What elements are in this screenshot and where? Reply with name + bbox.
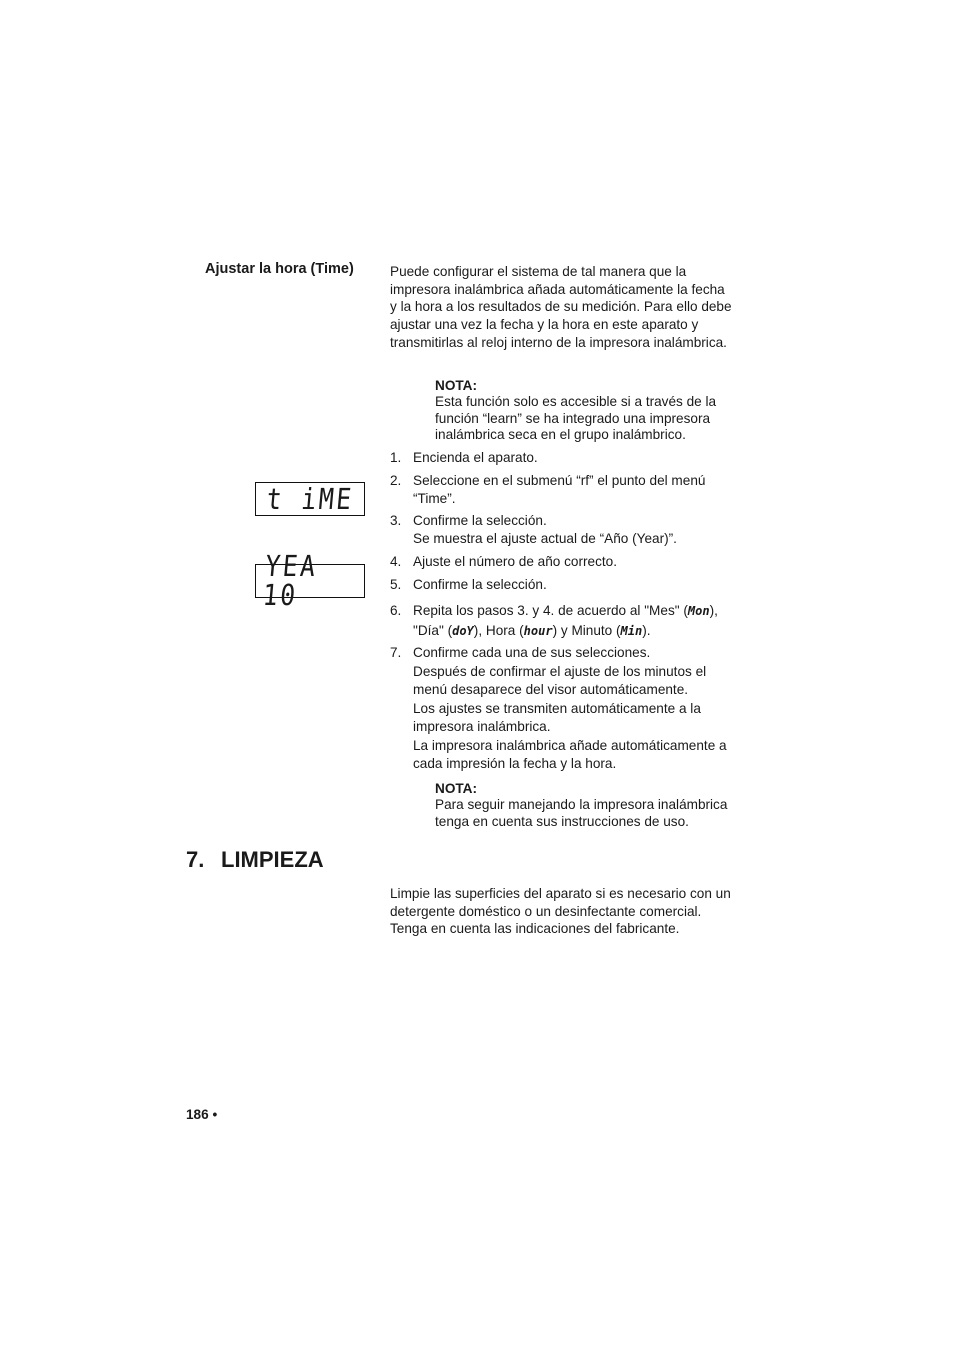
step-line: Confirme cada una de sus selecciones.: [413, 645, 651, 660]
step-line: Confirme la selección.: [413, 513, 547, 528]
lcd-display-time-text: t iME: [265, 481, 356, 516]
chapter-number: 7.: [186, 847, 205, 872]
note-2-text: Para seguir manejando la impresora inalámbrica tenga en cuenta sus instrucciones de uso.: [435, 797, 728, 829]
note-1-title: NOTA:: [435, 378, 478, 393]
step-line: La impresora inalámbrica añade automáticamente a cada impresión la fecha y la hora.: [413, 737, 727, 771]
step-number: 2.: [390, 473, 402, 488]
step-number: 4.: [390, 554, 402, 569]
segment-min: Min: [620, 624, 643, 638]
intro-paragraph: Puede configurar el sistema de tal manera que la impresora inalámbrica añada automáticamente la fecha y la hora a los resultados de su medición. Para ello debe ajustar una vez la fecha y la hora en este aparato y transmitirlas al reloj interno de la impresora inalámbrica.: [390, 264, 732, 350]
step-text-part: ), "Día" (: [413, 603, 718, 638]
section-heading: Ajustar la hora (Time): [205, 261, 354, 277]
step-text: [413, 601, 738, 641]
step-text-part: ), Hora (: [473, 623, 524, 638]
note-1: [435, 378, 735, 444]
note-2-title: NOTA:: [435, 781, 478, 796]
page-number: 186 •: [186, 1107, 218, 1122]
step-text-part: ) y Minuto (: [552, 623, 621, 638]
step-text-part: Repita los pasos 3. y 4. de acuerdo al "Mes" (: [413, 603, 688, 618]
segment-hour: hour: [523, 624, 553, 638]
step-text: Seleccione en el submenú “rf” el punto del menú “Time”.: [413, 473, 706, 506]
step-line: Los ajustes se transmiten automáticamente a la impresora inalámbrica.: [413, 700, 701, 734]
lcd-display-year-text: YEA 10: [261, 549, 320, 612]
lcd-display-year: [255, 549, 365, 612]
step-number: 3.: [390, 513, 402, 528]
segment-mon: Mon: [687, 604, 710, 618]
step-number: 6.: [390, 603, 402, 618]
chapter-title: LIMPIEZA: [221, 847, 324, 872]
step-text: [413, 512, 738, 547]
step-line: Se muestra el ajuste actual de “Año (Year)”.: [413, 530, 677, 546]
step-line: Después de confirmar el ajuste de los minutos el menú desaparece del visor automáticamente.: [413, 663, 707, 697]
step-number: 7.: [390, 645, 402, 660]
step-number: 5.: [390, 577, 402, 592]
segment-day: doY: [452, 624, 474, 638]
step-number: 1.: [390, 450, 402, 465]
note-1-text: Esta función solo es accesible si a través de la función “learn” se ha integrado una impresora inalámbrica seca en el grupo inalámbrico.: [435, 394, 717, 443]
step-text: Ajuste el número de año correcto.: [413, 554, 618, 569]
step-text: Encienda el aparato.: [413, 450, 538, 465]
lcd-display-time: [255, 482, 365, 516]
step-text: Confirme la selección.: [413, 577, 547, 592]
chapter-heading: [186, 847, 324, 873]
note-2: [435, 781, 735, 830]
cleaning-paragraph: Limpie las superficies del aparato si es necesario con un detergente doméstico o un desinfectante comercial. Tenga en cuenta las indicaciones del fabricante.: [390, 886, 731, 937]
step-text-part: ).: [642, 623, 651, 638]
step-text: [413, 644, 738, 774]
